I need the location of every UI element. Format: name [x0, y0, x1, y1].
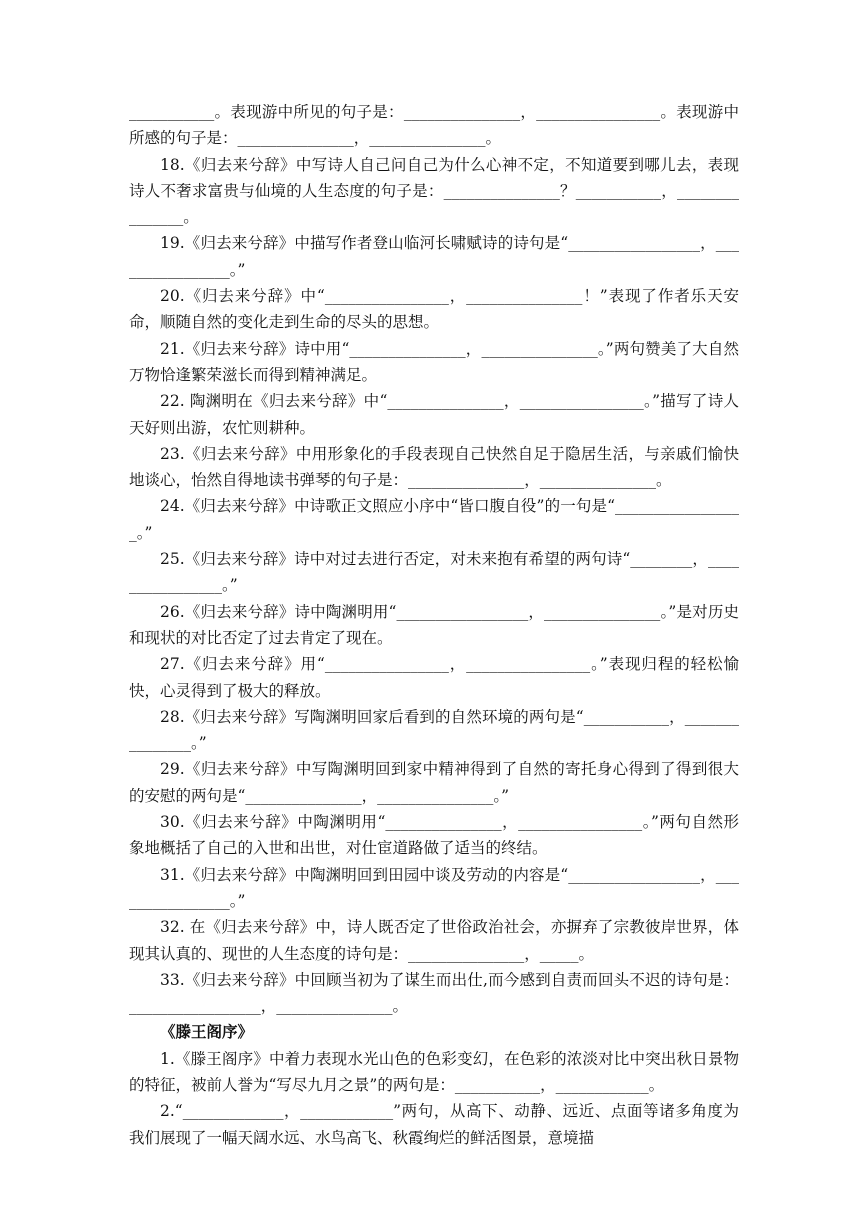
- question-28: 28.《归去来兮辞》写陶渊明回家后看到的自然环境的两句是“___________，_______________。”: [129, 707, 739, 753]
- question-17-continued: ___________。表现游中所见的句子是：_______________，________________。表现游中所感的句子是：_______________，_______________。: [129, 103, 739, 148]
- question-21: 21.《归去来兮辞》诗中用“_______________，_______________。”两句赞美了大自然万物恰逢繁荣滋长而得到精神满足。: [129, 339, 739, 384]
- document-page: [129, 99, 739, 1151]
- question-24: 24.《归去来兮辞》中诗歌正文照应小序中“皆口腹自役”的一句是“_________________。”: [129, 497, 739, 542]
- section-question-2: 2.“_____________，____________”两句，从高下、动静、远近、点面等诸多角度为我们展现了一幅天阔水远、水鸟高飞、秋霞绚烂的鲜活图景，意境描: [129, 1102, 739, 1147]
- question-33: 33.《归去来兮辞》中回顾当初为了谋生而出仕,而今感到自责而回头不迟的诗句是：_________________，_______________。: [129, 970, 739, 1016]
- question-22: 22. 陶渊明在《归去来兮辞》中“_______________，________________。”描写了诗人天好则出游，农忙则耕种。: [129, 392, 739, 437]
- question-32: 32. 在《归去来兮辞》中，诗人既否定了世俗政治社会，亦摒弃了宗教彼岸世界，体现其认真的、现世的人生态度的诗句是：_______________，_____。: [129, 918, 739, 963]
- question-30: 30.《归去来兮辞》中陶渊明用“_______________，________________。”两句自然形象地概括了自己的入世和出世，对仕宦道路做了适当的终结。: [129, 813, 739, 858]
- question-25: 25.《归去来兮辞》诗中对过去进行否定，对未来抱有希望的两句诗“________，________________。”: [129, 550, 739, 595]
- section-question-1: 1.《滕王阁序》中着力表现水光山色的色彩变幻，在色彩的浓淡对比中突出秋日景物的特征，被前人誉为“写尽九月之景”的两句是：___________，____________。: [129, 1049, 739, 1094]
- question-23: 23.《归去来兮辞》中用形象化的手段表现自己快然自足于隐居生活，与亲戚们愉快地谈心，怡然自得地读书弹琴的句子是：_______________，_______________。: [129, 444, 739, 490]
- question-20: 20.《归去来兮辞》中“________________，_______________！”表现了作者乐天安命，顺随自然的变化走到生命的尽头的思想。: [129, 287, 739, 332]
- question-26: 26.《归去来兮辞》诗中陶渊明用“_________________，_______________。”是对历史和现状的对比否定了过去肯定了现在。: [129, 602, 739, 647]
- question-18: 18.《归去来兮辞》中写诗人自己问自己为什么心神不定，不知道要到哪儿去，表现诗人不奢求富贵与仙境的人生态度的句子是：_______________？___________，_______________。: [129, 155, 739, 227]
- question-29: 29.《归去来兮辞》中写陶渊明回到家中精神得到了自然的寄托身心得到了得到很大的安慰的两句是“_______________，_______________。”: [129, 760, 739, 805]
- section-title-tengwangge: 《滕王阁序》: [160, 1022, 254, 1042]
- question-27: 27.《归去来兮辞》用“________________，________________。”表现归程的轻松愉快，心灵得到了极大的释放。: [129, 655, 739, 700]
- question-31: 31.《归去来兮辞》中陶渊明回到田园中谈及劳动的内容是“_________________，________________。”: [129, 865, 739, 910]
- question-19: 19.《归去来兮辞》中描写作者登山临河长啸赋诗的诗句是“_________________，________________。”: [129, 234, 739, 279]
